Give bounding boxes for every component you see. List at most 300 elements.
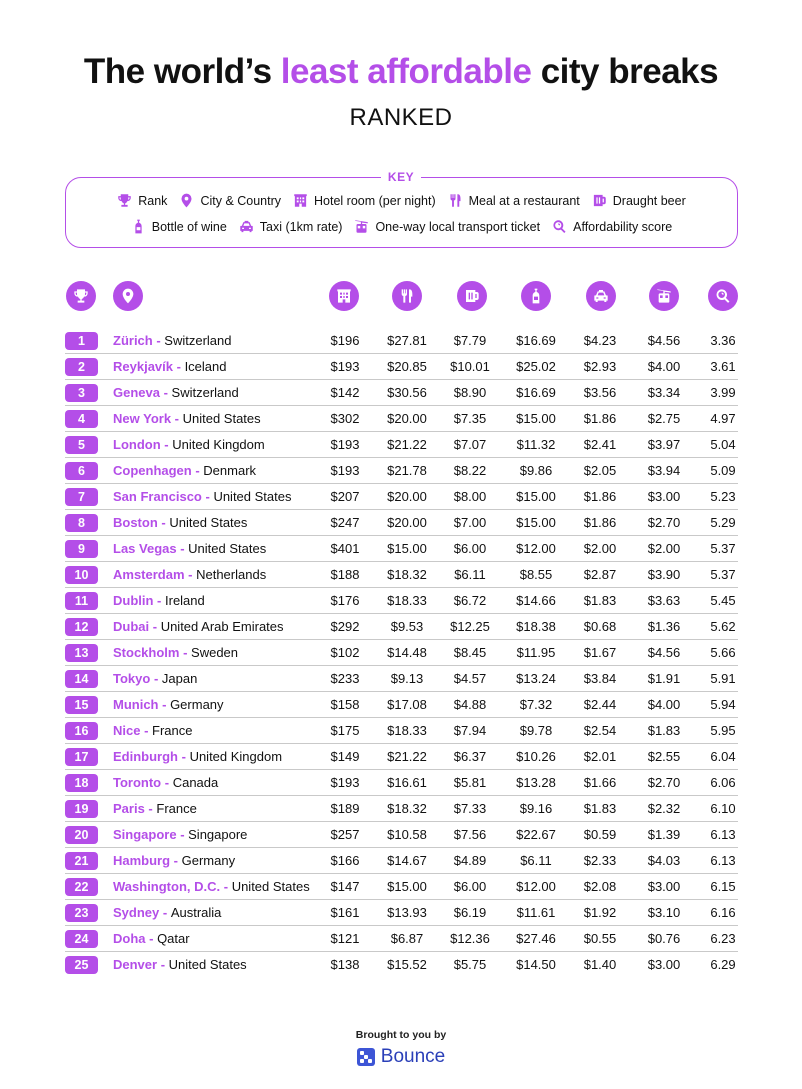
beer-price: $8.00 <box>453 489 487 504</box>
taxi-price: $1.86 <box>583 515 617 530</box>
header-beer <box>457 281 487 311</box>
rank-badge: 13 <box>65 644 98 662</box>
header-taxi <box>586 281 616 311</box>
city-country <box>113 697 224 712</box>
city-name: Hamburg <box>113 853 171 868</box>
meal-price: $10.58 <box>387 827 427 842</box>
meal-price: $30.56 <box>387 385 427 400</box>
trophy-icon <box>117 193 132 208</box>
wine-bottle-icon <box>131 219 146 234</box>
taxi-price: $2.00 <box>583 541 617 556</box>
taxi-price: $1.92 <box>583 905 617 920</box>
wine-price: $6.11 <box>520 853 552 868</box>
separator: - <box>191 463 204 478</box>
hotel-price: $247 <box>330 515 360 530</box>
city-country <box>113 723 193 738</box>
header-city <box>113 281 143 311</box>
rank-badge: 14 <box>65 670 98 688</box>
table-row <box>65 536 738 562</box>
meal-price: $18.32 <box>387 567 427 582</box>
meal-price: $15.00 <box>387 879 427 894</box>
taxi-price: $1.83 <box>583 593 617 608</box>
city-country <box>113 905 221 920</box>
key-item-taxi: Taxi (1km rate) <box>239 219 343 234</box>
wine-price: $9.86 <box>519 463 553 478</box>
separator: - <box>144 801 157 816</box>
table-row <box>65 952 738 978</box>
meal-price: $9.13 <box>390 671 424 686</box>
transport-price: $4.56 <box>647 645 681 660</box>
meal-price: $6.87 <box>390 931 424 946</box>
meal-price: $14.67 <box>387 853 427 868</box>
rank-badge: 3 <box>65 384 98 402</box>
meal-price: $20.00 <box>387 411 427 426</box>
key-item-rank: Rank <box>117 193 167 208</box>
separator: - <box>178 749 190 764</box>
separator: - <box>170 853 182 868</box>
transport-price: $3.94 <box>647 463 681 478</box>
city-name: Reykjavík <box>113 359 173 374</box>
country-name: Germany <box>170 697 224 712</box>
rank-badge: 17 <box>65 748 98 766</box>
affordability-score: 5.23 <box>710 489 736 504</box>
beer-price: $12.25 <box>450 619 490 634</box>
taxi-price: $2.54 <box>583 723 617 738</box>
transport-price: $0.76 <box>647 931 681 946</box>
transport-price: $3.10 <box>647 905 681 920</box>
table-row <box>65 406 738 432</box>
country-name: Japan <box>161 671 198 686</box>
affordability-score: 4.97 <box>710 411 736 426</box>
rank-badge: 10 <box>65 566 98 584</box>
meal-price: $20.00 <box>387 515 427 530</box>
country-name: United States <box>169 515 248 530</box>
hotel-price: $207 <box>330 489 360 504</box>
city-name: Dubai <box>113 619 150 634</box>
rank-badge: 21 <box>65 852 98 870</box>
meal-price: $15.52 <box>387 957 427 972</box>
separator: - <box>157 957 169 972</box>
key-item-beer: Draught beer <box>592 193 686 208</box>
taxi-price: $4.23 <box>583 333 617 348</box>
city-name: Boston <box>113 515 158 530</box>
taxi-price: $1.83 <box>583 801 617 816</box>
transport-price: $4.00 <box>647 697 681 712</box>
country-name: Switzerland <box>171 385 239 400</box>
meal-price: $20.00 <box>387 489 427 504</box>
rank-badge: 16 <box>65 722 98 740</box>
taxi-price: $0.68 <box>583 619 617 634</box>
wine-bottle-icon <box>528 288 544 304</box>
key-item-score: Affordability score <box>552 219 672 234</box>
taxi-price: $0.55 <box>583 931 617 946</box>
hotel-price: $188 <box>330 567 360 582</box>
beer-price: $8.90 <box>453 385 487 400</box>
separator: - <box>150 671 162 686</box>
affordability-score: 3.61 <box>710 359 736 374</box>
wine-price: $22.67 <box>516 827 556 842</box>
wine-price: $16.69 <box>516 333 556 348</box>
affordability-score: 5.91 <box>710 671 736 686</box>
transport-price: $3.90 <box>647 567 681 582</box>
meal-price: $18.33 <box>387 723 427 738</box>
table-row <box>65 354 738 380</box>
separator: - <box>140 723 153 738</box>
taxi-price: $2.01 <box>583 749 617 764</box>
country-name: Netherlands <box>196 567 267 582</box>
wine-price: $11.95 <box>516 645 556 660</box>
country-name: United States <box>213 489 292 504</box>
table-row <box>65 822 738 848</box>
taxi-price: $1.86 <box>583 489 617 504</box>
beer-price: $6.19 <box>453 905 487 920</box>
taxi-price: $2.05 <box>583 463 617 478</box>
hotel-price: $292 <box>330 619 360 634</box>
city-country <box>113 671 197 686</box>
meal-price: $21.22 <box>387 437 427 452</box>
beer-price: $7.56 <box>453 827 487 842</box>
separator: - <box>159 385 172 400</box>
country-name: United States <box>182 411 261 426</box>
country-name: Canada <box>172 775 219 790</box>
beer-price: $8.22 <box>453 463 487 478</box>
hotel-price: $149 <box>330 749 360 764</box>
beer-price: $6.00 <box>453 541 487 556</box>
country-name: United Kingdom <box>189 749 283 764</box>
affordability-score: 6.13 <box>710 827 736 842</box>
rank-badge: 20 <box>65 826 98 844</box>
beer-price: $7.33 <box>453 801 487 816</box>
city-country <box>113 801 197 816</box>
affordability-score: 5.09 <box>710 463 736 478</box>
key-row-1 <box>65 193 738 208</box>
location-pin-icon <box>120 288 136 304</box>
key-item-hotel: Hotel room (per night) <box>293 193 436 208</box>
rank-badge: 19 <box>65 800 98 818</box>
table-row <box>65 770 738 796</box>
table-row <box>65 458 738 484</box>
country-name: Sweden <box>191 645 239 660</box>
rank-badge: 15 <box>65 696 98 714</box>
affordability-score: 5.29 <box>710 515 736 530</box>
city-country <box>113 879 310 894</box>
country-name: Germany <box>181 853 236 868</box>
key-row-2 <box>65 219 738 234</box>
location-pin-icon <box>179 193 194 208</box>
city-name: Geneva <box>113 385 160 400</box>
trophy-icon <box>73 288 89 304</box>
affordability-score: 5.45 <box>710 593 736 608</box>
meal-price: $18.32 <box>387 801 427 816</box>
city-country <box>113 515 247 530</box>
separator: - <box>158 697 171 712</box>
wine-price: $13.28 <box>516 775 556 790</box>
wine-price: $14.50 <box>516 957 556 972</box>
city-country <box>113 827 247 842</box>
table-row <box>65 484 738 510</box>
city-name: Washington, D.C. <box>113 879 221 894</box>
header-rank <box>66 281 96 311</box>
transport-price: $2.00 <box>647 541 681 556</box>
key-item-city: City & Country <box>179 193 281 208</box>
transport-price: $3.00 <box>647 879 681 894</box>
wine-price: $15.00 <box>516 411 556 426</box>
table-row <box>65 432 738 458</box>
header-transport <box>649 281 679 311</box>
city-name: Munich <box>113 697 159 712</box>
transport-price: $3.00 <box>647 957 681 972</box>
transport-price: $3.97 <box>647 437 681 452</box>
table-row <box>65 692 738 718</box>
hotel-icon <box>293 193 308 208</box>
taxi-price: $2.44 <box>583 697 617 712</box>
rank-badge: 25 <box>65 956 98 974</box>
taxi-price: $0.59 <box>583 827 617 842</box>
city-name: Tokyo <box>113 671 151 686</box>
separator: - <box>160 437 173 452</box>
city-country <box>113 411 261 426</box>
affordability-score: 6.29 <box>710 957 736 972</box>
table-row <box>65 718 738 744</box>
table-row <box>65 874 738 900</box>
city-name: San Francisco <box>113 489 202 504</box>
separator: - <box>161 775 173 790</box>
affordability-score: 6.10 <box>710 801 736 816</box>
meal-price: $13.93 <box>387 905 427 920</box>
affordability-score: 5.66 <box>710 645 736 660</box>
affordability-score: 6.13 <box>710 853 736 868</box>
fork-knife-icon <box>399 288 415 304</box>
separator: - <box>157 515 170 530</box>
country-name: United States <box>231 879 310 894</box>
transport-price: $1.36 <box>647 619 681 634</box>
meal-price: $15.00 <box>387 541 427 556</box>
separator: - <box>171 411 183 426</box>
title-part2: city breaks <box>531 52 719 91</box>
meal-price: $17.08 <box>387 697 427 712</box>
key-item-transport: One-way local transport ticket <box>354 219 540 234</box>
city-country <box>113 333 232 348</box>
country-name: France <box>152 723 193 738</box>
brought-to-you-by: Brought to you by <box>355 1029 447 1041</box>
city-name: Denver <box>113 957 158 972</box>
table-row <box>65 796 738 822</box>
beer-price: $8.45 <box>453 645 487 660</box>
wine-price: $9.16 <box>519 801 553 816</box>
beer-price: $7.00 <box>453 515 487 530</box>
affordability-score: 5.37 <box>710 541 736 556</box>
affordability-score: 5.37 <box>710 567 736 582</box>
taxi-price: $2.41 <box>583 437 617 452</box>
hotel-price: $196 <box>330 333 360 348</box>
hotel-price: $161 <box>330 905 360 920</box>
taxi-price: $1.66 <box>583 775 617 790</box>
wine-price: $15.00 <box>516 515 556 530</box>
beer-price: $7.79 <box>453 333 487 348</box>
hotel-price: $176 <box>330 593 360 608</box>
rank-badge: 2 <box>65 358 98 376</box>
page-subtitle: RANKED <box>349 104 453 131</box>
wine-price: $11.32 <box>516 437 556 452</box>
wine-price: $9.78 <box>519 723 553 738</box>
separator: - <box>149 619 161 634</box>
transport-price: $4.56 <box>647 333 681 348</box>
country-name: Ireland <box>165 593 205 608</box>
beer-mug-icon <box>592 193 607 208</box>
transport-price: $2.55 <box>647 749 681 764</box>
table-row <box>65 328 738 354</box>
wine-price: $8.55 <box>519 567 553 582</box>
meal-price: $14.48 <box>387 645 427 660</box>
taxi-icon <box>239 219 254 234</box>
city-name: Doha <box>113 931 146 946</box>
affordability-score: 6.04 <box>710 749 736 764</box>
city-country <box>113 957 247 972</box>
page-title <box>0 52 802 92</box>
wine-price: $16.69 <box>516 385 556 400</box>
beer-price: $10.01 <box>450 359 490 374</box>
separator: - <box>179 645 192 660</box>
affordability-score: 5.62 <box>710 619 736 634</box>
wine-price: $7.32 <box>519 697 553 712</box>
beer-price: $4.57 <box>453 671 487 686</box>
country-name: United Arab Emirates <box>160 619 284 634</box>
key-box <box>65 177 738 248</box>
meal-price: $21.22 <box>387 749 427 764</box>
city-country <box>113 931 190 946</box>
taxi-price: $2.08 <box>583 879 617 894</box>
meal-price: $18.33 <box>387 593 427 608</box>
wine-price: $13.24 <box>516 671 556 686</box>
magnifier-icon <box>552 219 567 234</box>
rank-badge: 5 <box>65 436 98 454</box>
key-title: KEY <box>381 170 421 184</box>
city-name: Singapore <box>113 827 177 842</box>
country-name: United States <box>188 541 267 556</box>
meal-price: $9.53 <box>390 619 424 634</box>
table-row <box>65 640 738 666</box>
city-country <box>113 385 239 400</box>
city-name: Toronto <box>113 775 162 790</box>
taxi-price: $1.67 <box>583 645 617 660</box>
wine-price: $18.38 <box>516 619 556 634</box>
bounce-brand-name: Bounce <box>380 1046 446 1067</box>
hotel-price: $193 <box>330 463 360 478</box>
city-name: New York <box>113 411 172 426</box>
transport-price: $2.75 <box>647 411 681 426</box>
hotel-price: $193 <box>330 359 360 374</box>
header-wine <box>521 281 551 311</box>
city-name: Edinburgh <box>113 749 178 764</box>
taxi-price: $3.84 <box>583 671 617 686</box>
taxi-icon <box>593 288 609 304</box>
meal-price: $21.78 <box>387 463 427 478</box>
rank-badge: 9 <box>65 540 98 558</box>
city-country <box>113 567 266 582</box>
taxi-price: $3.56 <box>583 385 617 400</box>
separator: - <box>173 359 185 374</box>
separator: - <box>159 905 171 920</box>
affordability-score: 6.23 <box>710 931 736 946</box>
city-country <box>113 489 291 504</box>
transport-price: $3.63 <box>647 593 681 608</box>
beer-mug-icon <box>464 288 480 304</box>
affordability-score: 6.16 <box>710 905 736 920</box>
affordability-score: 5.04 <box>710 437 736 452</box>
transport-price: $1.83 <box>647 723 681 738</box>
city-name: Zürich <box>113 333 153 348</box>
taxi-price: $1.86 <box>583 411 617 426</box>
meal-price: $16.61 <box>387 775 427 790</box>
transport-price: $3.34 <box>647 385 681 400</box>
hotel-price: $302 <box>330 411 360 426</box>
taxi-price: $2.93 <box>583 359 617 374</box>
header-meal <box>392 281 422 311</box>
rank-badge: 11 <box>65 592 98 610</box>
hotel-price: $175 <box>330 723 360 738</box>
city-name: Stockholm <box>113 645 180 660</box>
rank-badge: 24 <box>65 930 98 948</box>
hotel-price: $193 <box>330 775 360 790</box>
beer-price: $6.11 <box>454 567 486 582</box>
country-name: United States <box>168 957 247 972</box>
wine-price: $12.00 <box>516 541 556 556</box>
header-hotel <box>329 281 359 311</box>
separator: - <box>152 333 165 348</box>
country-name: Singapore <box>188 827 248 842</box>
hotel-price: $233 <box>330 671 360 686</box>
affordability-score: 5.94 <box>710 697 736 712</box>
transport-price: $1.39 <box>647 827 681 842</box>
country-name: Qatar <box>157 931 190 946</box>
affordability-score: 3.36 <box>710 333 736 348</box>
city-name: London <box>113 437 161 452</box>
transport-price: $2.32 <box>647 801 681 816</box>
key-item-wine: Bottle of wine <box>131 219 227 234</box>
rank-badge: 6 <box>65 462 98 480</box>
table-row <box>65 666 738 692</box>
table-row <box>65 588 738 614</box>
table-row <box>65 926 738 952</box>
country-name: Australia <box>170 905 222 920</box>
city-country <box>113 749 282 764</box>
fork-knife-icon <box>448 193 463 208</box>
city-country <box>113 359 226 374</box>
taxi-price: $2.33 <box>583 853 617 868</box>
beer-price: $7.94 <box>453 723 487 738</box>
rank-badge: 8 <box>65 514 98 532</box>
beer-price: $4.89 <box>453 853 487 868</box>
beer-price: $4.88 <box>453 697 487 712</box>
wine-price: $10.26 <box>516 749 556 764</box>
transport-price: $3.00 <box>647 489 681 504</box>
city-country <box>113 619 284 634</box>
city-country <box>113 437 265 452</box>
header-score <box>708 281 738 311</box>
hotel-icon <box>336 288 352 304</box>
country-name: France <box>156 801 197 816</box>
wine-price: $14.66 <box>516 593 556 608</box>
transport-price: $2.70 <box>647 515 681 530</box>
separator: - <box>220 879 232 894</box>
country-name: United Kingdom <box>172 437 265 452</box>
affordability-score: 3.99 <box>710 385 736 400</box>
hotel-price: $147 <box>330 879 360 894</box>
transport-price: $2.70 <box>647 775 681 790</box>
bounce-logo[interactable] <box>0 1046 802 1068</box>
table-row <box>65 510 738 536</box>
hotel-price: $158 <box>330 697 360 712</box>
